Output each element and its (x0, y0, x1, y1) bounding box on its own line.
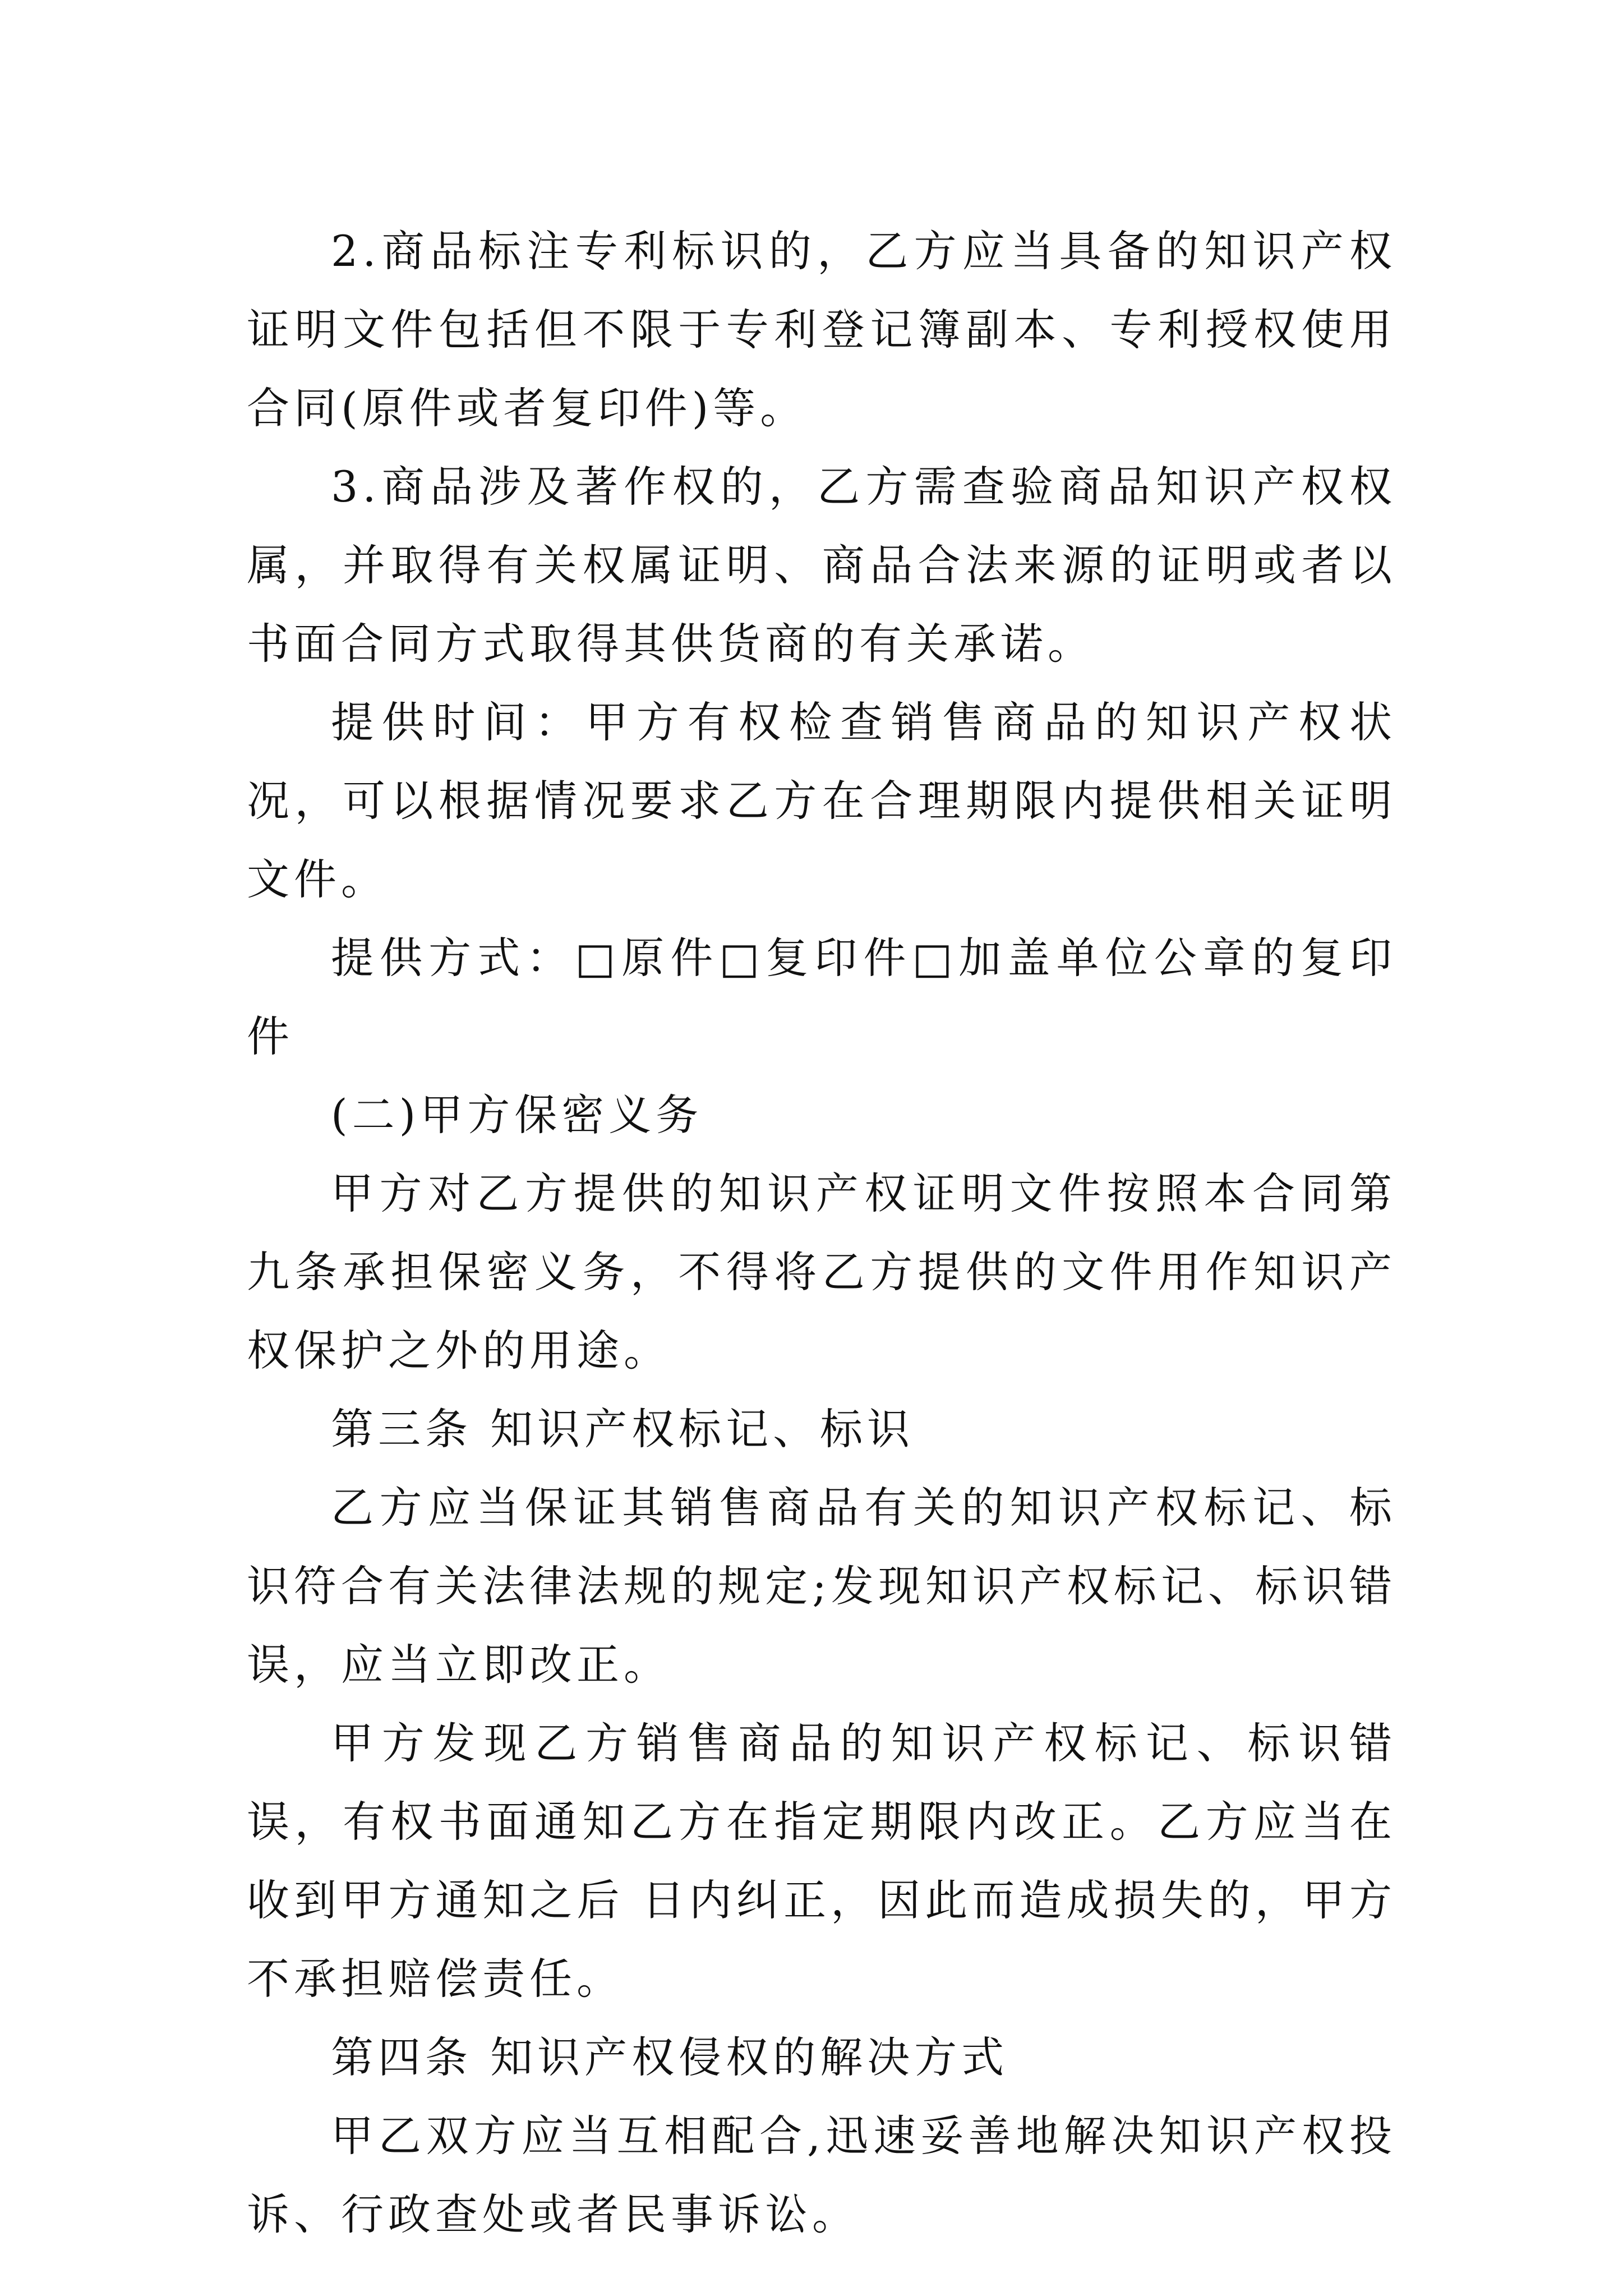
paragraph-provide-time: 提供时间：甲方有权检查销售商品的知识产权状况，可以根据情况要求乙方在合理期限内提供相关证明文件。 (247, 697, 1396, 904)
article-heading-3: 第三条 知识产权标记、标识 (331, 1404, 915, 1454)
paragraph-mark-correction: 甲方发现乙方销售商品的知识产权标记、标识错误，有权书面通知乙方在指定期限内改正。乙方应当在收到甲方通知之后 日内纠正，因此而造成损失的，甲方不承担赔偿责任。 (247, 1718, 1396, 2004)
paragraph-copyright: 3.商品涉及著作权的，乙方需查验商品知识产权权属，并取得有关权属证明、商品合法来源的证明或者以书面合同方式取得其供货商的有关承诺。 (247, 462, 1396, 669)
paragraph-confidentiality: 甲方对乙方提供的知识产权证明文件按照本合同第九条承担保密义务，不得将乙方提供的文件用作知识产权保护之外的用途。 (247, 1168, 1396, 1375)
section-heading-confidentiality: (二)甲方保密义务 (331, 1090, 703, 1140)
paragraph-provide-method: 提供方式：□原件□复印件□加盖单位公章的复印件 (247, 933, 1396, 1061)
paragraph-dispute-resolution: 甲乙双方应当互相配合,迅速妥善地解决知识产权投诉、行政查处或者民事诉讼。 (247, 2111, 1396, 2239)
article-heading-4: 第四条 知识产权侵权的解决方式 (331, 2032, 1009, 2082)
document-body (247, 212, 1396, 2254)
paragraph-patent-mark: 2.商品标注专利标识的，乙方应当具备的知识产权证明文件包括但不限于专利登记簿副本、专利授权使用合同(原件或者复印件)等。 (247, 226, 1396, 433)
paragraph-mark-compliance: 乙方应当保证其销售商品有关的知识产权标记、标识符合有关法律法规的规定;发现知识产权标记、标识错误，应当立即改正。 (247, 1483, 1396, 1690)
